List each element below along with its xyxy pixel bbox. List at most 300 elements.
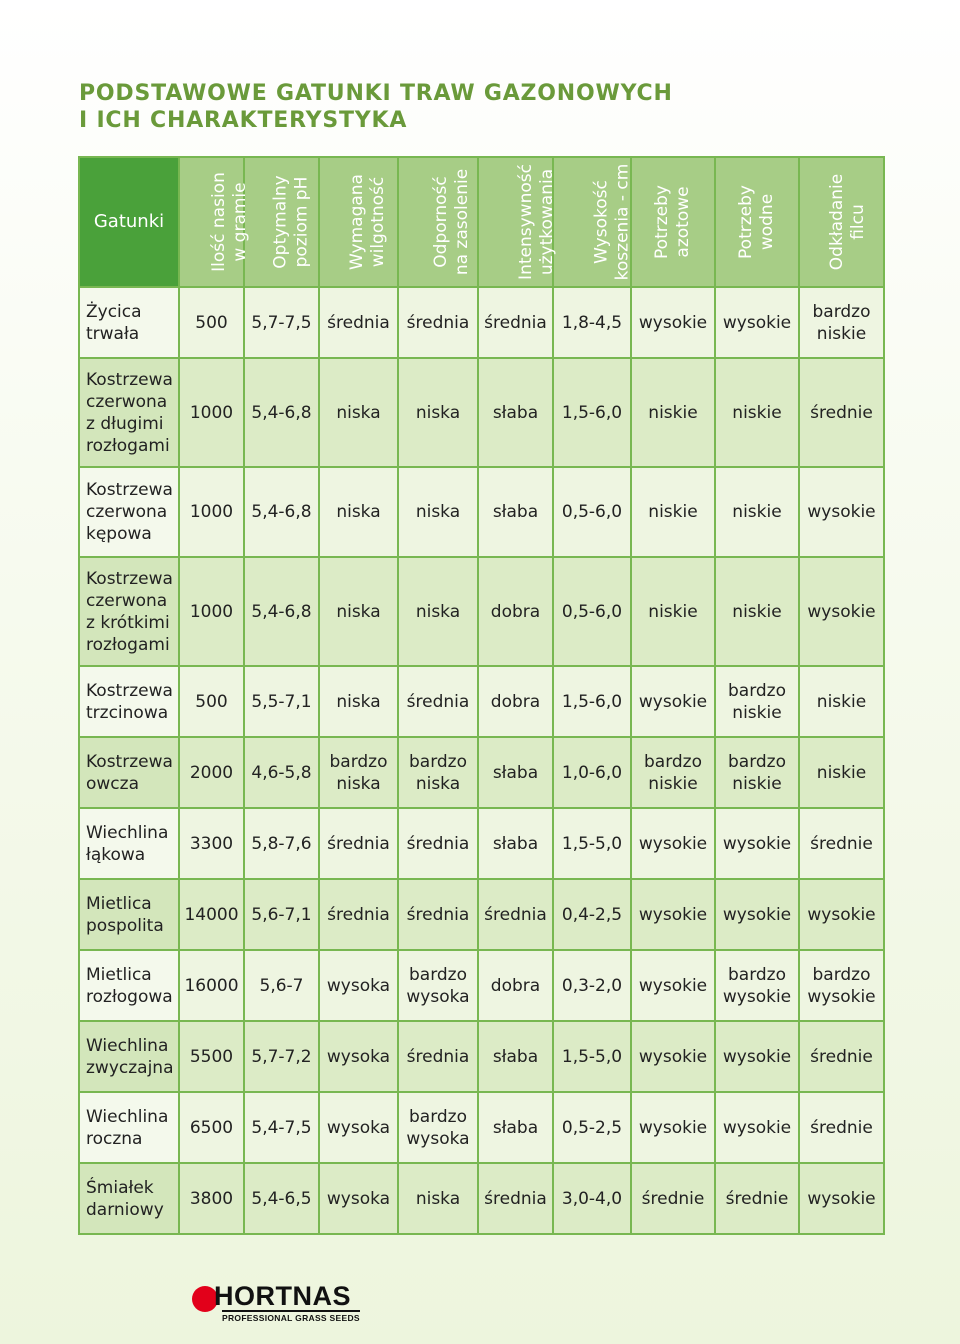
table-cell [244, 879, 319, 950]
table-cell [398, 1163, 478, 1234]
cell-line: niskie [816, 323, 867, 344]
table-cell [799, 950, 884, 1021]
cell-line: słaba [492, 762, 539, 783]
cell-line: Wymagana [346, 174, 367, 270]
table-cell [398, 358, 478, 467]
table-cell [631, 358, 715, 467]
cell-line: 1000 [189, 402, 234, 423]
cell-line: wysoka [326, 1117, 391, 1138]
cell-line: Intensywność [515, 164, 536, 280]
cell-line: niskie [732, 702, 782, 723]
cell-line: wysokie [638, 1046, 708, 1067]
cell-line: Mietlica [86, 893, 152, 914]
header-column [319, 157, 398, 287]
cell-line: słaba [492, 833, 539, 854]
cell-line: wysokie [807, 601, 876, 622]
cell-line: 1,5-5,0 [561, 833, 623, 854]
table-cell [715, 358, 799, 467]
table-cell [179, 737, 244, 808]
cell-line: niska [415, 1188, 461, 1209]
cell-line: 1000 [189, 502, 234, 522]
cell-line: niskie [648, 502, 698, 522]
cell-line: roczna [86, 1128, 143, 1149]
cell-line: niska [415, 502, 461, 522]
cell-line: niska [336, 502, 381, 522]
table-row [79, 1092, 884, 1163]
table-cell [631, 1092, 715, 1163]
cell-line: azotowe [673, 186, 693, 258]
table-cell [244, 1163, 319, 1234]
cell-line: czerwona [86, 502, 168, 522]
cell-line: czerwona [86, 391, 168, 412]
table-cell [319, 1021, 398, 1092]
cell-line: Wiechlina [86, 1035, 169, 1056]
cell-line: Mietlica [86, 964, 152, 985]
cell-line: wysoka [326, 975, 391, 996]
cell-line: 5,4-6,8 [251, 402, 312, 423]
cell-line: niska [415, 773, 461, 794]
table-cell [319, 557, 398, 666]
table-cell [799, 287, 884, 358]
cell-line: poziom pH [291, 176, 312, 268]
cell-line: rozłogowa [86, 986, 173, 1007]
cell-line: bardzo [727, 680, 786, 701]
cell-line: Kostrzewa [86, 480, 173, 500]
table-row [79, 808, 884, 879]
cell-line: 0,4-2,5 [561, 904, 623, 925]
cell-line: 14000 [184, 904, 239, 925]
table-cell [398, 879, 478, 950]
cell-line: niskie [816, 762, 867, 783]
logo-tagline: PROFESSIONAL GRASS SEEDS [222, 1310, 360, 1323]
table-cell [179, 358, 244, 467]
table-cell [398, 808, 478, 879]
table-cell [478, 737, 553, 808]
species-name [79, 808, 179, 879]
cell-line: 3800 [189, 1188, 234, 1209]
cell-line: Odporność [431, 176, 452, 268]
table-cell [244, 467, 319, 557]
table-cell [478, 950, 553, 1021]
cell-line: wysokie [722, 1046, 792, 1067]
cell-line: bardzo [812, 301, 871, 322]
table-row [79, 1021, 884, 1092]
table-cell [319, 287, 398, 358]
cell-line: wysoka [326, 1046, 391, 1067]
table-cell [319, 358, 398, 467]
table-cell [398, 557, 478, 666]
species-name [79, 1092, 179, 1163]
cell-line: 1,5-6,0 [561, 691, 623, 712]
cell-line: 5,8-7,6 [251, 833, 312, 854]
table-row [79, 358, 884, 467]
table-cell [478, 287, 553, 358]
cell-line: 1,0-6,0 [561, 762, 623, 783]
table-cell [398, 1021, 478, 1092]
table-cell [244, 287, 319, 358]
table-cell [553, 358, 631, 467]
species-name [79, 666, 179, 737]
cell-line: bardzo [408, 751, 467, 772]
table-row [79, 287, 884, 358]
cell-line: średnia [406, 312, 470, 333]
cell-line: Kostrzewa [86, 751, 173, 772]
table-row [79, 557, 884, 666]
header-label [431, 169, 473, 275]
cell-line: słaba [492, 1117, 539, 1138]
table-row [79, 666, 884, 737]
cell-line: wysokie [722, 312, 792, 333]
cell-line: średnia [327, 312, 390, 333]
header-label [271, 175, 313, 268]
cell-line: 5,5-7,1 [251, 691, 312, 712]
species-name [79, 950, 179, 1021]
table-cell [478, 666, 553, 737]
cell-line: 2000 [189, 762, 234, 783]
cell-line: średnia [484, 904, 547, 925]
table-cell [244, 950, 319, 1021]
table-cell [179, 1092, 244, 1163]
table-cell [715, 557, 799, 666]
table-cell [631, 467, 715, 557]
cell-line: średnia [406, 1046, 470, 1067]
cell-line: niska [415, 601, 461, 622]
species-name [79, 287, 179, 358]
cell-line: Śmiałek [86, 1177, 154, 1198]
cell-line: kępowa [86, 524, 152, 544]
cell-line: 5,4-6,8 [251, 601, 312, 622]
cell-line: 5,4-6,8 [251, 502, 312, 522]
table-cell [244, 808, 319, 879]
table-cell [799, 1092, 884, 1163]
cell-line: wysokie [638, 1117, 708, 1138]
header-species [79, 157, 179, 287]
cell-line: bardzo [727, 964, 786, 985]
table-cell [799, 666, 884, 737]
cell-line: 500 [195, 691, 228, 712]
cell-line: wysokie [807, 904, 876, 925]
cell-line: słaba [492, 1046, 539, 1067]
table-cell [715, 287, 799, 358]
table-cell [179, 1163, 244, 1234]
cell-line: wysokie [722, 986, 792, 1007]
cell-line: Odkładanie [827, 173, 848, 271]
cell-line: koszenia - cm [612, 163, 633, 281]
cell-line: niskie [732, 773, 782, 794]
cell-line: Wiechlina [86, 1106, 169, 1127]
table-cell [244, 737, 319, 808]
table-cell [478, 467, 553, 557]
cell-line: Gatunki [93, 211, 165, 232]
table-cell [398, 737, 478, 808]
cell-line: Kostrzewa [86, 568, 173, 589]
table-row [79, 950, 884, 1021]
cell-line: wysoka [326, 1188, 391, 1209]
header-label [516, 164, 558, 280]
cell-line: wysokie [638, 904, 708, 925]
cell-line: bardzo [812, 964, 871, 985]
table-cell [553, 557, 631, 666]
table-cell [179, 666, 244, 737]
cell-line: 5,6-7 [259, 975, 304, 996]
page-title [79, 80, 673, 134]
table-cell [715, 467, 799, 557]
table-cell [398, 287, 478, 358]
cell-line: 5,4-6,5 [251, 1188, 312, 1209]
table-cell [553, 666, 631, 737]
table-cell [179, 879, 244, 950]
header-column [179, 157, 250, 287]
table-cell [179, 950, 244, 1021]
cell-line: użytkowania [536, 168, 557, 276]
cell-line: średnia [484, 1188, 547, 1209]
cell-line: 5500 [189, 1046, 234, 1067]
cell-line: niska [415, 402, 461, 423]
table-cell [631, 737, 715, 808]
cell-line: średnie [810, 1117, 873, 1138]
cell-line: bardzo [643, 751, 702, 772]
table-cell [799, 557, 884, 666]
title-line-2: I ICH CHARAKTERYSTYKA [79, 108, 408, 133]
table-cell [319, 666, 398, 737]
table-cell [715, 950, 799, 1021]
table-row [79, 1163, 884, 1234]
table-cell [715, 666, 799, 737]
table-cell [244, 358, 319, 467]
cell-line: trwała [86, 323, 140, 344]
table-cell [715, 1163, 799, 1234]
table-cell [631, 808, 715, 879]
cell-line: bardzo [727, 751, 786, 772]
cell-line: wilgotność [367, 176, 388, 268]
header-column [478, 157, 557, 287]
cell-line: niskie [732, 502, 782, 522]
table-cell [244, 1092, 319, 1163]
hortnas-logo [192, 1281, 362, 1323]
cell-line: średnie [725, 1188, 789, 1209]
header-label [652, 185, 694, 259]
table-cell [319, 467, 398, 557]
header-column [715, 157, 799, 287]
header-label [591, 164, 633, 281]
table-cell [631, 287, 715, 358]
cell-line: wysokie [638, 975, 708, 996]
table-row [79, 879, 884, 950]
header-column [398, 157, 478, 287]
cell-line: Optymalny [270, 175, 291, 269]
cell-line: średnia [327, 904, 390, 925]
table-cell [319, 1163, 398, 1234]
species-name [79, 1163, 179, 1234]
cell-line: średnie [810, 1046, 873, 1067]
cell-line: Potrzeby [736, 185, 756, 259]
table-cell [799, 1163, 884, 1234]
cell-line: wysokie [638, 833, 708, 854]
cell-line: wysokie [722, 904, 792, 925]
cell-line: niska [336, 601, 381, 622]
cell-line: niska [336, 773, 381, 794]
cell-line: 5,7-7,5 [251, 312, 312, 333]
table-cell [553, 467, 631, 557]
cell-line: niskie [732, 601, 782, 622]
cell-line: zwyczajna [86, 1057, 174, 1078]
cell-line: rozłogami [86, 634, 170, 655]
cell-line: 0,5-2,5 [561, 1117, 623, 1138]
cell-line: trzcinowa [86, 702, 169, 723]
species-name [79, 467, 179, 557]
table-cell [631, 666, 715, 737]
cell-line: średnia [406, 904, 470, 925]
cell-line: Życica [86, 301, 142, 322]
table-cell [799, 808, 884, 879]
table-cell [319, 879, 398, 950]
table-cell [553, 808, 631, 879]
header-column [244, 157, 319, 287]
table-cell [631, 879, 715, 950]
cell-line: bardzo [408, 1106, 467, 1127]
table-cell [478, 808, 553, 879]
cell-line: Ilość nasion [208, 172, 229, 272]
cell-line: 1000 [189, 601, 234, 622]
cell-line: niskie [732, 402, 782, 423]
table-cell [179, 557, 244, 666]
cell-line: w gramie [229, 182, 250, 262]
header-column [553, 157, 631, 287]
table-cell [179, 287, 244, 358]
title-line-1: PODSTAWOWE GATUNKI TRAW GAZONOWYCH [79, 81, 673, 106]
cell-line: 6500 [189, 1117, 234, 1138]
table-cell [715, 1092, 799, 1163]
cell-line: 5,6-7,1 [251, 904, 312, 925]
cell-line: z długimi [86, 413, 164, 434]
cell-line: wysoka [406, 986, 470, 1007]
table-header-row [79, 157, 884, 287]
header-label [209, 172, 251, 272]
cell-line: wysokie [722, 1117, 792, 1138]
cell-line: 1,8-4,5 [561, 312, 623, 333]
table-row [79, 737, 884, 808]
cell-line: na zasolenie [452, 168, 473, 276]
table-cell [553, 1092, 631, 1163]
cell-line: średnia [406, 691, 470, 712]
table-cell [179, 1021, 244, 1092]
cell-line: czerwona [86, 590, 168, 611]
table-cell [478, 879, 553, 950]
species-name [79, 879, 179, 950]
cell-line: dobra [490, 975, 541, 996]
cell-line: średnie [641, 1188, 705, 1209]
cell-line: 5,7-7,2 [251, 1046, 312, 1067]
cell-line: średnia [327, 833, 390, 854]
species-name [79, 737, 179, 808]
table-cell [319, 737, 398, 808]
table-cell [631, 1021, 715, 1092]
cell-line: 1,5-5,0 [561, 1046, 623, 1067]
table-cell [799, 879, 884, 950]
cell-line: 0,5-6,0 [561, 502, 623, 522]
table-cell [799, 358, 884, 467]
species-name [79, 557, 179, 666]
table-cell [799, 737, 884, 808]
cell-line: niska [336, 691, 381, 712]
logo-name: HORTNAS [214, 1281, 351, 1311]
cell-line: rozłogami [86, 435, 170, 456]
cell-line: wysokie [807, 986, 876, 1007]
cell-line: Wysokość [591, 180, 612, 264]
table-cell [244, 557, 319, 666]
table-cell [244, 1021, 319, 1092]
header-column [799, 157, 884, 287]
species-name [79, 358, 179, 467]
cell-line: wysokie [807, 502, 876, 522]
cell-line: 5,4-7,5 [251, 1117, 312, 1138]
cell-line: wysokie [638, 312, 708, 333]
header-label [736, 185, 778, 259]
cell-line: 0,5-6,0 [561, 601, 623, 622]
cell-line: wysokie [638, 691, 708, 712]
header-label [347, 174, 389, 270]
table-cell [553, 737, 631, 808]
cell-line: łąkowa [86, 844, 146, 865]
grass-species-table [78, 156, 885, 1235]
table-cell [179, 808, 244, 879]
table-cell [553, 1163, 631, 1234]
cell-line: bardzo [408, 964, 467, 985]
table-cell [478, 1092, 553, 1163]
table-cell [398, 666, 478, 737]
table-cell [478, 557, 553, 666]
cell-line: niska [336, 402, 381, 423]
table-cell [553, 287, 631, 358]
cell-line: pospolita [86, 915, 164, 936]
cell-line: wysokie [807, 1188, 876, 1209]
table-cell [244, 666, 319, 737]
cell-line: średnia [484, 312, 547, 333]
cell-line: niskie [648, 601, 698, 622]
table-cell [398, 950, 478, 1021]
table-cell [715, 1021, 799, 1092]
header-label [827, 174, 869, 270]
cell-line: Kostrzewa [86, 680, 173, 701]
cell-line: średnie [810, 402, 873, 423]
cell-line: Wiechlina [86, 822, 169, 843]
cell-line: dobra [490, 691, 541, 712]
cell-line: średnie [810, 833, 873, 854]
table-cell [631, 950, 715, 1021]
cell-line: darniowy [86, 1199, 164, 1220]
table-cell [478, 358, 553, 467]
cell-line: słaba [492, 402, 539, 423]
cell-line: Potrzeby [652, 185, 672, 259]
cell-line: owcza [86, 773, 139, 794]
cell-line: 0,3-2,0 [561, 975, 623, 996]
table-cell [631, 557, 715, 666]
table-cell [631, 1163, 715, 1234]
cell-line: Kostrzewa [86, 369, 173, 390]
table-cell [553, 1021, 631, 1092]
cell-line: wysokie [722, 833, 792, 854]
table-cell [715, 737, 799, 808]
cell-line: dobra [490, 601, 541, 622]
cell-line: wysoka [406, 1128, 470, 1149]
cell-line: 1,5-6,0 [561, 402, 623, 423]
table-body [79, 287, 884, 1234]
cell-line: średnia [406, 833, 470, 854]
table-cell [398, 1092, 478, 1163]
table-cell [319, 1092, 398, 1163]
cell-line: 500 [195, 312, 228, 333]
table-cell [553, 950, 631, 1021]
